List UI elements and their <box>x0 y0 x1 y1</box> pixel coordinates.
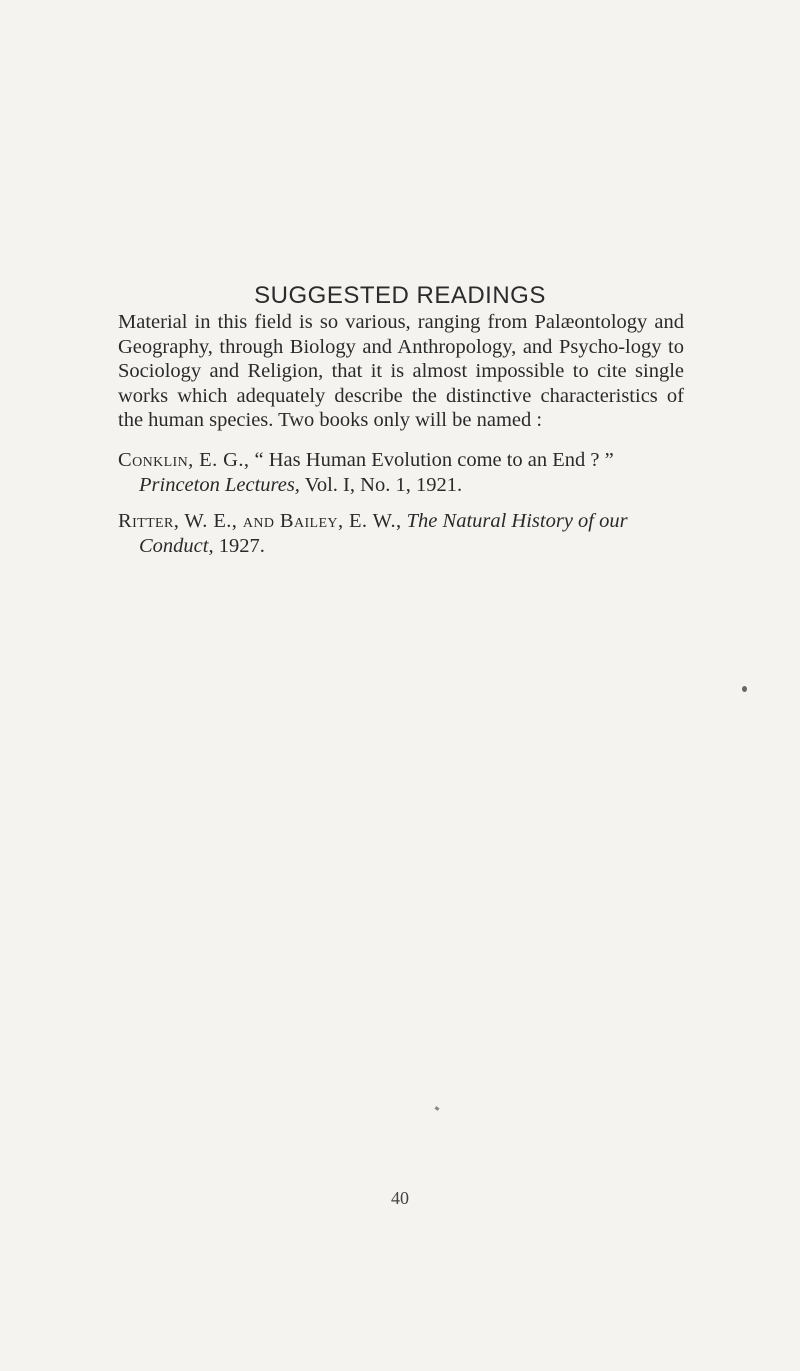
reference-source: Princeton Lectures, <box>139 474 300 496</box>
section-heading: SUGGESTED READINGS <box>254 282 546 309</box>
print-speck <box>742 686 747 692</box>
reference-title: The Natural History of our Conduct, <box>139 510 628 557</box>
reference-list <box>118 448 698 570</box>
reference-title: “ Has Human Evolution come to an End ? ” <box>254 449 614 471</box>
print-speck <box>435 1106 440 1111</box>
reference-details: 1927. <box>218 535 265 557</box>
reference-details: Vol. I, No. 1, 1921. <box>304 474 463 496</box>
page-number: 40 <box>391 1188 409 1208</box>
reference-item <box>118 448 698 498</box>
reference-author: Conklin, E. G., <box>118 449 250 471</box>
reference-item <box>118 509 698 559</box>
intro-paragraph: Material in this field is so various, ranging from Palæontology and Geography, through Biology and Anthropology, and Psycho-logy to Sociology and Religion, that it is almost impossible to cite single works which adequately describe the distinctive characteristics of the human species. Two books only will be named : <box>118 311 684 432</box>
reference-author: Ritter, W. E., and Bailey, E. W., <box>118 510 402 532</box>
